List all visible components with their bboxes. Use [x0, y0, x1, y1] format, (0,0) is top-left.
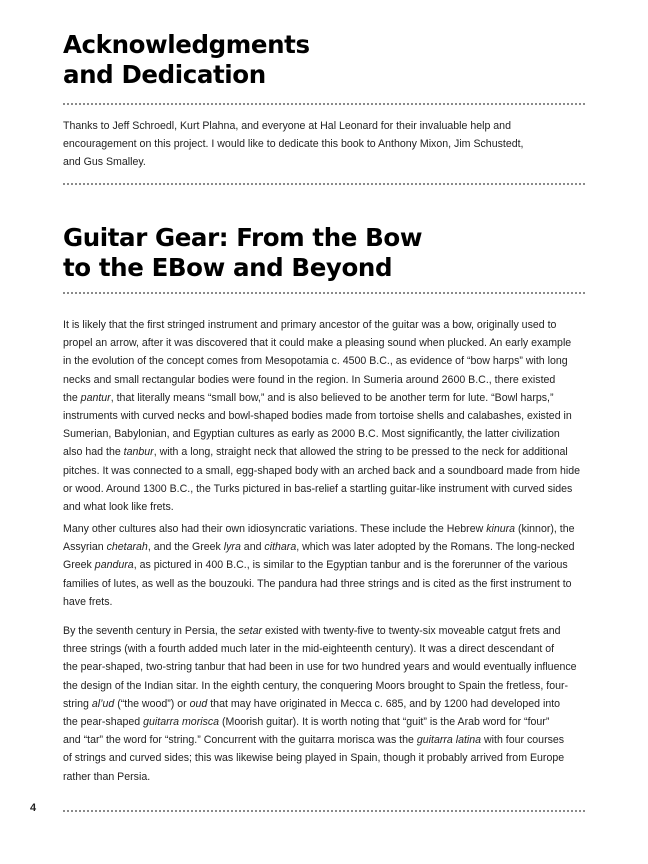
text-line: of strings and curved sides; this was likewise being played in Spain, though it probably arrived from Europe [63, 752, 565, 765]
text-line: families of lutes, as well as the bouzouki. The pandura had three strings and is cited as the first instrument to [63, 577, 572, 590]
ack-title-line: and Dedication [63, 60, 266, 89]
text-line: or wood. Around 1300 B.C., the Turks pictured in bas-relief a startling guitar-like instrument with curved sides [63, 482, 573, 495]
divider-dotted [63, 183, 585, 185]
text-line: the design of the Indian sitar. In the eighth century, the conquering Moors brought to Spain the fretless, four- [63, 679, 569, 692]
text-line: rather than Persia. [63, 770, 151, 783]
body-paragraph-2 [63, 520, 587, 611]
section-title-line: to the EBow and Beyond [63, 253, 393, 282]
text-line: and what look like frets. [63, 501, 174, 514]
ack-paragraph [63, 117, 587, 172]
text-line: By the seventh century in Persia, the setar existed with twenty-five to twenty-six moveable catgut frets and [63, 625, 561, 637]
text-line: the pear-shaped, two-string tanbur that had been in use for two hundred years and would eventually influence [63, 661, 577, 674]
text-line: Thanks to Jeff Schroedl, Kurt Plahna, and everyone at Hal Leonard for their invaluable help and [63, 120, 511, 132]
divider-dotted [63, 292, 585, 294]
text-line: pitches. It was connected to a small, egg-shaped body with an arched back and a soundboard made from hide [63, 464, 581, 477]
text-line: the pantur, that literally means “small bow,” and is also believed to be another term for lute. “Bowl harps,” [63, 391, 554, 404]
text-line: and “tar” the word for “string.” Concurrent with the guitarra morisca was the guitarra latina with four courses [63, 734, 565, 747]
divider-dotted [63, 103, 585, 105]
divider-dotted [63, 810, 585, 812]
section-title-line: Guitar Gear: From the Bow [63, 223, 423, 252]
text-line: have frets. [63, 595, 113, 608]
text-line: encouragement on this project. I would like to dedicate this book to Anthony Mixon, Jim Schustedt, [63, 138, 524, 151]
text-line: instruments with curved necks and bowl-shaped bodies made from tortoise shells and calabashes, existed in [63, 410, 572, 423]
text-line: propel an arrow, after it was discovered that it could make a pleasing sound when plucked. An early example [63, 337, 572, 350]
text-line: three strings (with a fourth added much later in the mid-eighteenth century). It was a direct descendant of [63, 643, 555, 656]
text-line: Greek pandura, as pictured in 400 B.C., is similar to the Egyptian tanbur and is the forerunner of the various [63, 559, 568, 572]
body-paragraph-3 [63, 622, 587, 786]
text-line: Assyrian chetarah, and the Greek lyra and cithara, which was later adopted by the Romans. The long-necked [63, 541, 575, 554]
ack-title-line: Acknowledgments [63, 30, 310, 59]
text-line: string al’ud (“the wood”) or oud that may have originated in Mecca c. 685, and by 1200 had developed into [63, 697, 561, 710]
text-line: the pear-shaped guitarra morisca (Moorish guitar). It is worth noting that “guit” is the Arab word for “four” [63, 716, 550, 729]
text-line: Sumerian, Babylonian, and Egyptian cultures as early as 2000 B.C. Most significantly, the latter civilization [63, 428, 560, 441]
text-line: necks and small rectangular bodies were found in the region. In Sumeria around 2600 B.C., there existed [63, 373, 556, 386]
body-paragraph-1 [63, 316, 587, 516]
text-line: It is likely that the first stringed instrument and primary ancestor of the guitar was a bow, originally used to [63, 319, 557, 331]
text-line: also had the tanbur, with a long, straight neck that allowed the string to be pressed to the neck for additional [63, 446, 568, 459]
text-line: in the evolution of the concept comes from Mesopotamia c. 4500 B.C., as evidence of “bow harps” with long [63, 355, 568, 368]
text-line: and Gus Smalley. [63, 156, 146, 169]
page-number: 4 [30, 802, 37, 814]
section-title [63, 223, 583, 283]
text-line: Many other cultures also had their own idiosyncratic variations. These include the Hebrew kinura (kinnor), the [63, 523, 575, 535]
ack-title [63, 30, 583, 90]
